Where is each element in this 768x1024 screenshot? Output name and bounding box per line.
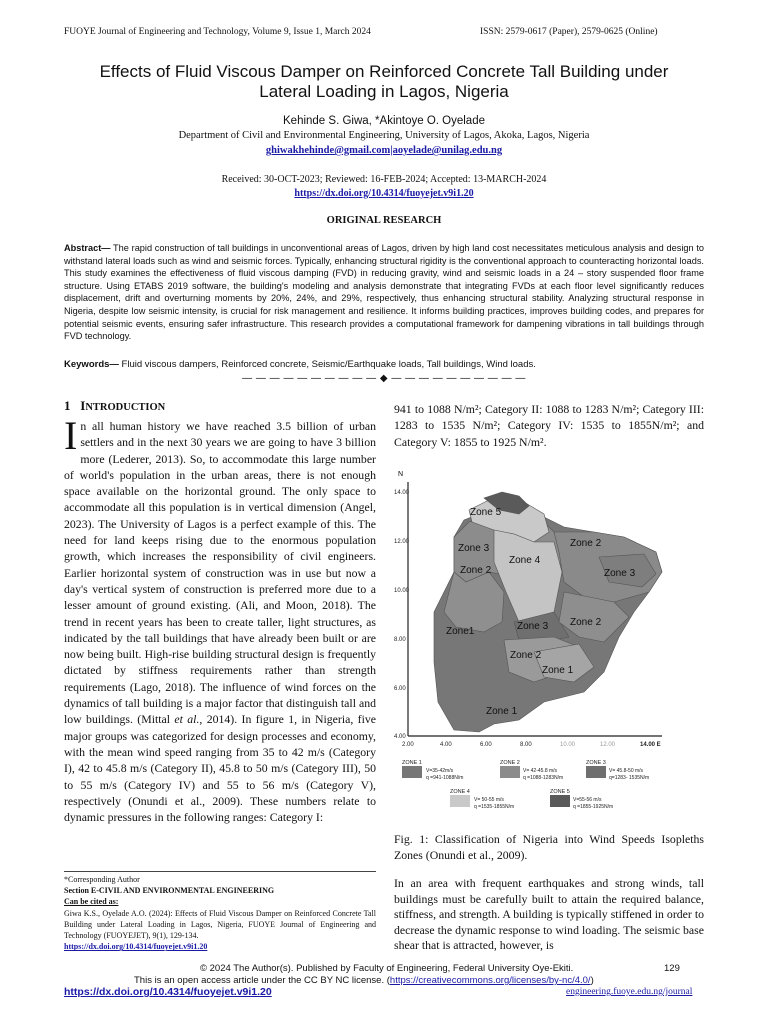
legend-zone2-q: q =1088-1283N/m [523, 775, 564, 781]
y-tick-12: 12.00 [394, 539, 410, 545]
footer-doi-link[interactable]: https://dx.doi.org/10.4314/fuoyejet.v9i1.20 [64, 986, 272, 998]
x-tick-6: 6.00 [480, 742, 492, 748]
license-link[interactable]: https://creativecommons.org/licenses/by-nc/4.0/ [389, 975, 591, 986]
legend-zone1-title: ZONE 1 [402, 760, 422, 766]
abstract-text: The rapid construction of tall buildings in unconventional areas of Lagos, driven by high land cost necessitates meticulous analysis and design to withstand lateral loads such as wind and seismic forces. Typically, enhancing structural rigidity is the conventional approach to counteracting horizontal loads. This study examines the effectiveness of fluid viscous damping (FVD) in reducing gravity, wind and seismic loads in a 24 – story suspended floor frame structure. Using ETABS 2019 software, the building's modeling and analysis demonstrate that integrating FVDs at each floor level significantly reduces displacement, drift and overturning moments by 20%, 24%, and 29%, respectively, thus enhancing structural stability. Analyzing structural response in Nigeria, despite low seismic intensity, is crucial for risk management and resilience. It informs building practices, improves building codes, and prepares for potential seismic events, ensuring safer infrastructure. This research provides a computational framework for dampening vibrations in tall buildings through FVD technology. [64, 243, 704, 342]
abstract-label: Abstract— [64, 243, 111, 253]
emails[interactable]: ghiwakhehinde@gmail.com|aoyelade@unilag.edu.ng [265, 145, 503, 156]
abstract [64, 242, 704, 343]
journal-header: FUOYE Journal of Engineering and Technology, Volume 9, Issue 1, March 2024 [64, 27, 371, 37]
wind-zone-map [394, 462, 676, 822]
dates: Received: 30-OCT-2023; Reviewed: 16-FEB-2024; Accepted: 13-MARCH-2024 [221, 174, 547, 185]
section-note: Section E-CIVIL AND ENVIRONMENTAL ENGINEERING [64, 886, 275, 896]
legend-zone3-title: ZONE 3 [586, 760, 606, 766]
issn-header: ISSN: 2579-0617 (Paper), 2579-0625 (Online) [480, 27, 658, 37]
journal-site-link[interactable]: engineering.fuoye.edu.ng/journal [566, 987, 693, 997]
label-zone1-se: Zone 1 [542, 665, 574, 676]
intro-p1b: , 2014). In figure 1, in Nigeria, five major groups was categorized for design processes and economy, with the mean wind speed ranging from 35 to 42 m/s (Category I), 42 to 45.8 m/s (Category II), 45.8 to 50 m/s (Category III), 50 to 55 m/s (Category IV) and 55 to 56 m/s (Category V), respectively (Onundi et al., 2009). These numbers relate to dynamic pressures in the following ranges: Category I: [64, 712, 376, 825]
y-tick-8: 8.00 [394, 637, 406, 643]
x-tick-14: 14.00 E [640, 742, 661, 748]
label-zone1-w: Zone1 [446, 626, 475, 637]
license-line [134, 975, 594, 986]
page-number: 129 [664, 963, 680, 974]
label-zone3-center: Zone 3 [517, 621, 549, 632]
legend-zone4-q: q =1535-1855N/m [474, 804, 515, 810]
figure-caption: Fig. 1: Classification of Nigeria into Wind Speeds Isopleths Zones (Onundi et al., 2009). [394, 832, 704, 862]
keywords-text: Fluid viscous dampers, Reinforced concrete, Seismic/Earthquake loads, Tall buildings, Wind loads. [118, 359, 536, 370]
right-col-text-top: 941 to 1088 N/m²; Category II: 1088 to 1283 N/m²; Category III: 1283 to 1535 N/m²; Category IV: 1535 to 1855N/m²; and Category V: 1855 to 1925 N/m². [394, 402, 704, 449]
intro-p1: n all human history we have reached 3.5 billion of urban settlers and in the next 30 years we are going to have 3 billion more (Lederer, 2013). So, to accommodate this large number of world's population in the urban areas, there is not enough space available on the horizontal ground. The only space to accommodate all this population is in vertical dimension (Angel, 2023). The University of Lagos is a perfect example of this. The need for land keeps rising due to the enormous population growth, which increases the responsibility of civil engineers. Earlier horizontal system of construction was in use but now a day's vertical system of construction is preferred more due to a lesser amount of ground existing. (Ali, and Moon, 2018). The trend in recent years has been to create taller, light structures, as indicated by the tall buildings that have already been built or are now being built. High-rise building structural design is frequently dictated by stiffness requirements rather than strength requirements (Lago, 2018). The influence of wind forces on the dynamics of tall building is a major factor that distinguish tall and low buildings. (Mittal [64, 419, 376, 727]
authors: Kehinde S. Giwa, *Akintoye O. Oyelade [283, 115, 485, 127]
legend-zone3-q: q=1283- 1535N/m [609, 775, 650, 781]
divider: — — — — — — — — — — ◆ — — — — — — — — — — [242, 373, 526, 384]
keywords [64, 359, 536, 370]
heading-first: I [80, 398, 86, 413]
legend-zone3-v: V= 45.8-50 m/s [609, 768, 644, 774]
section-number: 1 [64, 398, 71, 413]
keywords-label: Keywords— [64, 359, 119, 370]
email-links[interactable] [40, 145, 728, 156]
legend-zone2-title: ZONE 2 [500, 760, 520, 766]
footnote-rule [64, 871, 376, 872]
x-tick-10: 10.00 [560, 742, 576, 748]
region-zone2-w [444, 572, 504, 632]
x-tick-8: 8.00 [520, 742, 532, 748]
footer-site-wrap [566, 987, 692, 997]
legend-zone2-swatch [500, 766, 520, 778]
legend-zone4-title: ZONE 4 [450, 789, 470, 795]
doi-link[interactable]: https://dx.doi.org/10.4314/fuoyejet.v9i1.20 [294, 188, 474, 199]
label-zone2-s: Zone 2 [510, 650, 542, 661]
intro-paragraph [64, 413, 376, 825]
title-line-1: Effects of Fluid Viscous Damper on Reinforced Concrete Tall Building under [99, 62, 669, 81]
legend-zone5-swatch [550, 795, 570, 807]
title-line-2: Lateral Loading in Lagos, Nigeria [259, 82, 509, 101]
label-zone2-w: Zone 2 [460, 565, 492, 576]
legend-zone5-v: V=55-56 m/s [573, 797, 602, 803]
citation: Giwa K.S., Oyelade A.O. (2024): Effects of Fluid Viscous Damper on Reinforced Concrete Tall Building under Lateral Loading in Lagos, Nigeria, FUOYE Journal of Engineering and Technology (FUOYEJET), 9(1), 129-134. [64, 908, 376, 941]
cite-label: Can be cited as: [64, 897, 119, 907]
etal: et al. [174, 712, 200, 727]
label-zone2-e: Zone 2 [570, 617, 602, 628]
north-label: N [398, 471, 404, 478]
legend-zone2-v: V= 42-45.8 m/s [523, 768, 558, 774]
legend-zone1-swatch [402, 766, 422, 778]
footer-copyright: © 2024 The Author(s). Published by Faculty of Engineering, Federal University Oye-Ekiti. [200, 963, 574, 974]
footer-doi-wrap [64, 986, 272, 998]
label-zone2-ne: Zone 2 [570, 538, 602, 549]
right-col-text-bottom: In an area with frequent earthquakes and strong winds, tall buildings must be carefully built to attain the required balance, stiffness, and strength. A building is typically stiffened in order to decrease the dynamic response to wind loading. The seismic base shear that is attracted, however, is [394, 876, 704, 952]
x-tick-4: 4.00 [440, 742, 452, 748]
section-label: ORIGINAL RESEARCH [326, 215, 442, 226]
heading-rest: NTRODUCTION [85, 402, 166, 413]
y-tick-14: 14.00 [394, 490, 410, 496]
dropcap: I [64, 413, 78, 458]
y-tick-4: 4.00 [394, 734, 406, 740]
legend-zone4-v: V= 50-55 m/s [474, 797, 504, 803]
legend-zone5-q: q =1855-1925N/m [573, 804, 614, 810]
section-heading [64, 398, 376, 414]
license-pre: This is an open access article under the CC BY NC license. ( [134, 975, 390, 986]
x-tick-12: 12.00 [600, 742, 616, 748]
legend-zone1-v: V=35-42m/s [426, 768, 454, 774]
y-tick-6: 6.00 [394, 686, 406, 692]
figure-1 [394, 462, 676, 822]
legend-zone4-swatch [450, 795, 470, 807]
label-zone1-s: Zone 1 [486, 706, 518, 717]
license-post: ) [590, 975, 594, 986]
x-tick-2: 2.00 [402, 742, 414, 748]
label-zone4: Zone 4 [509, 555, 541, 566]
label-zone3-e: Zone 3 [604, 568, 636, 579]
intro-section [64, 398, 376, 825]
y-tick-10: 10.00 [394, 588, 410, 594]
legend-zone3-swatch [586, 766, 606, 778]
legend-zone5-title: ZONE 5 [550, 789, 570, 795]
label-zone5: Zone 5 [470, 507, 502, 518]
paper-title [40, 62, 728, 102]
affiliation: Department of Civil and Environmental Engineering, University of Lagos, Akoka, Lagos, Nigeria [178, 130, 590, 141]
doi-line[interactable] [40, 188, 728, 199]
label-zone3-nw: Zone 3 [458, 543, 490, 554]
cite-doi-wrap [64, 941, 376, 952]
corresponding-author: *Corresponding Author [64, 875, 140, 884]
legend-zone1-q: q =941-1088N/m [426, 775, 464, 781]
cite-doi-link[interactable]: https://dx.doi.org/10.4314/fuoyejet.v9i1.20 [64, 942, 208, 952]
footnote [64, 874, 376, 952]
